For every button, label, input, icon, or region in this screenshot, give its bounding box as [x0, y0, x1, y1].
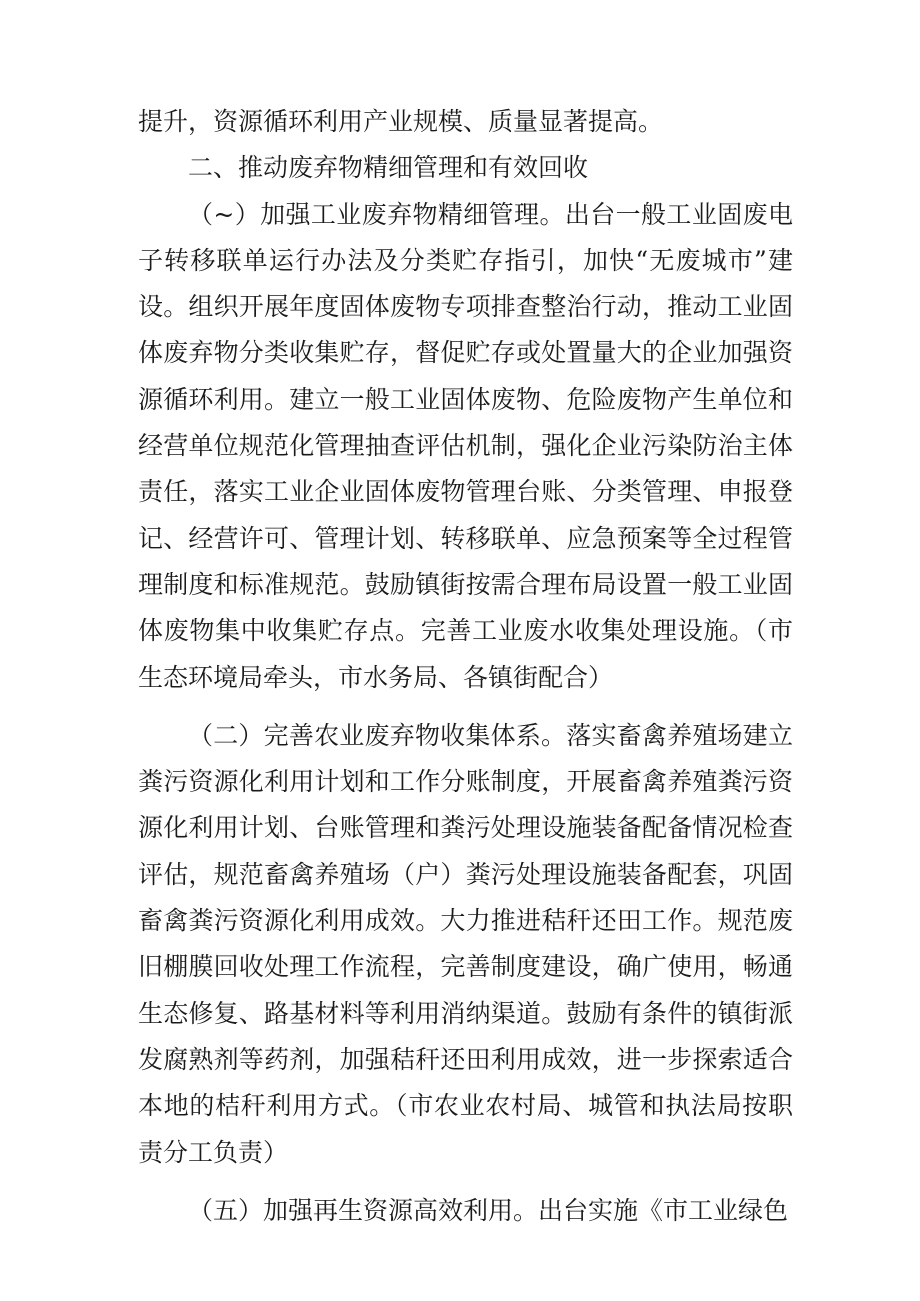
paragraph-continuation: 提升，资源循环利用产业规模、质量显著提高。: [138, 107, 664, 136]
paragraph-agricultural-waste: （二）完善农业废弃物收集体系。落实畜禽养殖场建立粪污资源化利用计划和工作分账制度，开展畜禽养殖粪污资源化利用计划、台账管理和粪污处理设施装备配备情况检查评估，规范畜禽养殖场（户）粪污处理设施装备配套，巩固畜禽粪污资源化利用成效。大力推进秸秆还田工作。规范废旧棚膜回收处理工作流程，完善制度建设，确广使用，畅通生态修复、路基材料等利用消纳渠道。鼓励有条件的镇街派发腐熟剂等药剂，加强秸秆还田利用成效，进一步探索适合本地的桔秆利用方式。（市农业农村局、城管和执法局按职责分工负责）: [138, 720, 793, 1167]
paragraph-renewable-resources: （五）加强再生资源高效利用。出台实施《市工业绿色: [188, 1195, 789, 1225]
document-body: [138, 99, 793, 1234]
paragraph-industrial-waste: （~）加强工业废弃物精细管理。出台一般工业固废电子转移联单运行办法及分类贮存指引，加快“无废城市”建设。组织开展年度固体废物专项排查整治行动，推动工业固体废弃物分类收集贮存，督促贮存或处置量大的企业加强资源循环利用。建立一般工业固体废物、危险废物产生单位和经营单位规范化管理抽查评估机制，强化企业污染防治主体责任，落实工业企业固体废物管理台账、分类管理、申报登记、经营许可、管理计划、转移联单、应急预案等全过程管理制度和标准规范。鼓励镇街按需合理布局设置一般工业固体废物集中收集贮存点。完善工业废水收集处理设施。（市生态环境局牵头，市水务局、各镇街配合）: [138, 199, 793, 692]
section-heading: 二、推动废弃物精细管理和有效回收: [188, 153, 589, 183]
